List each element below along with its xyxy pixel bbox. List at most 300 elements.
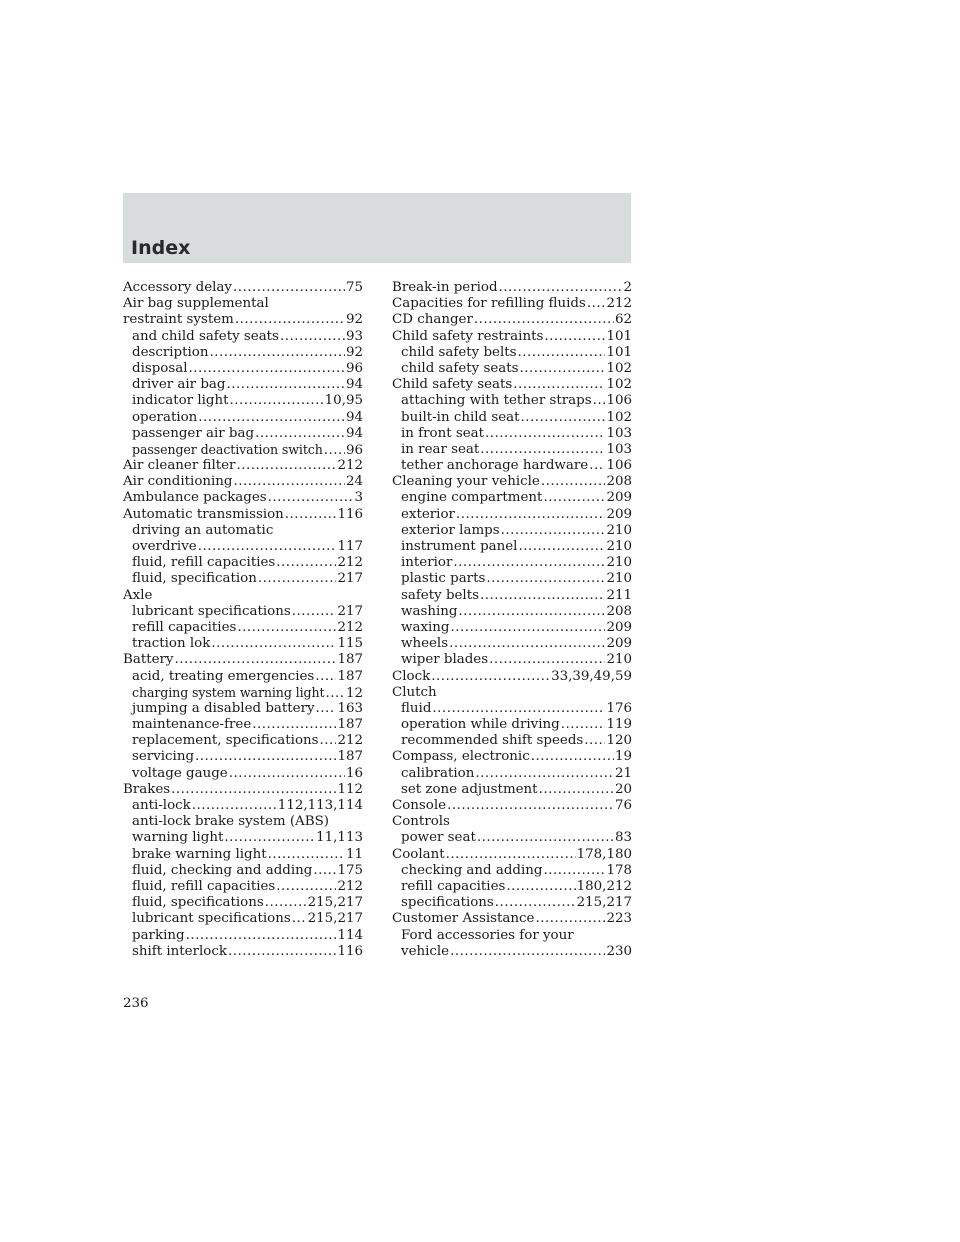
index-column-right xyxy=(392,280,632,960)
index-entry xyxy=(392,410,632,426)
index-entry xyxy=(123,588,363,604)
index-term: lubricant specifications xyxy=(132,603,291,619)
index-entry xyxy=(392,377,632,393)
index-page-ref: 21 xyxy=(614,765,632,781)
index-page-ref: 19 xyxy=(614,749,632,765)
index-term: servicing xyxy=(132,749,195,765)
index-entry xyxy=(392,636,632,652)
dot-leader xyxy=(535,911,605,927)
index-page-ref: 215,217 xyxy=(576,895,632,911)
index-term: Child safety seats xyxy=(392,377,513,393)
index-entry xyxy=(123,766,363,782)
index-term: charging system warning light xyxy=(132,684,325,700)
index-entry xyxy=(123,911,363,927)
index-column-left xyxy=(123,280,363,960)
index-page-ref: 187 xyxy=(337,668,363,684)
index-entry xyxy=(392,393,632,409)
index-term: parking xyxy=(132,927,185,943)
index-term: overdrive xyxy=(132,539,197,554)
dot-leader xyxy=(456,507,606,523)
index-term: passenger deactivation switch xyxy=(132,441,323,457)
index-term: in rear seat xyxy=(401,441,480,457)
index-term: calibration xyxy=(401,765,475,781)
index-page-ref: 230 xyxy=(606,943,632,959)
index-entry xyxy=(392,571,632,587)
index-entry xyxy=(123,782,363,798)
dot-leader xyxy=(198,539,337,555)
index-entry xyxy=(123,393,363,409)
dot-leader xyxy=(531,749,614,765)
index-entry xyxy=(392,426,632,442)
index-page-ref: 106 xyxy=(606,393,632,409)
index-entry xyxy=(123,523,363,539)
index-page-ref: 117 xyxy=(337,539,363,554)
index-page-ref: 92 xyxy=(345,344,363,360)
index-entry xyxy=(123,539,363,555)
index-entry xyxy=(392,928,632,944)
index-entry xyxy=(392,296,632,312)
index-page-ref: 103 xyxy=(606,441,632,457)
index-entry xyxy=(123,410,363,426)
index-entry xyxy=(392,604,632,620)
index-entry xyxy=(392,911,632,927)
index-entry xyxy=(123,830,363,846)
index-entry xyxy=(392,312,632,328)
index-entry xyxy=(123,571,363,587)
index-page-ref: 2 xyxy=(623,280,632,295)
index-term: passenger air bag xyxy=(132,425,255,441)
page-title: Index xyxy=(131,237,191,259)
index-entry xyxy=(123,490,363,506)
index-entry xyxy=(392,798,632,814)
index-term: refill capacities xyxy=(401,878,506,894)
dot-leader xyxy=(265,895,307,911)
dot-leader xyxy=(211,636,336,652)
dot-leader xyxy=(584,733,605,749)
index-term: Brakes xyxy=(123,781,171,797)
index-term: lubricant specifications xyxy=(132,911,291,927)
dot-leader xyxy=(475,766,614,782)
index-page-ref: 180,212 xyxy=(576,878,632,894)
index-page-ref: 175 xyxy=(337,862,363,878)
index-entry xyxy=(123,604,363,620)
index-term: child safety belts xyxy=(401,344,517,360)
index-entry xyxy=(392,847,632,863)
index-term: exterior lamps xyxy=(401,522,500,538)
index-entry xyxy=(123,798,363,814)
index-page-ref: 24 xyxy=(345,474,363,490)
index-entry xyxy=(392,895,632,911)
index-term: Ambulance packages xyxy=(123,490,267,506)
index-page-ref: 62 xyxy=(614,312,632,328)
index-entry xyxy=(392,944,632,960)
index-term: replacement, specifications xyxy=(132,733,319,749)
index-entry xyxy=(123,847,363,863)
index-page-ref: 210 xyxy=(606,652,632,668)
index-page-ref: 11 xyxy=(345,846,363,862)
dot-leader xyxy=(252,717,336,733)
dot-leader xyxy=(486,571,605,587)
index-term: Clock xyxy=(392,668,431,684)
index-entry xyxy=(392,507,632,523)
dot-leader xyxy=(432,701,605,717)
dot-leader xyxy=(518,345,606,361)
index-entry xyxy=(392,766,632,782)
index-entry xyxy=(123,280,363,296)
dot-leader xyxy=(285,507,337,523)
index-entry xyxy=(392,329,632,345)
index-entry xyxy=(123,895,363,911)
index-term: interior xyxy=(401,555,453,571)
index-term: warning light xyxy=(132,830,224,846)
index-page-ref: 187 xyxy=(337,652,363,668)
index-entry xyxy=(392,733,632,749)
index-term: shift interlock xyxy=(132,943,227,959)
dot-leader xyxy=(313,863,336,879)
dot-leader xyxy=(495,895,576,911)
dot-leader xyxy=(447,798,614,814)
dot-leader xyxy=(450,944,605,960)
index-term: built-in child seat xyxy=(401,409,520,425)
dot-leader xyxy=(325,686,344,701)
index-entry xyxy=(392,620,632,636)
index-entry xyxy=(392,749,632,765)
index-term: traction lok xyxy=(132,636,211,652)
dot-leader xyxy=(521,410,606,426)
index-term: restraint system xyxy=(123,312,234,328)
page-number: 236 xyxy=(123,996,149,1011)
index-term: Automatic transmission xyxy=(123,506,284,522)
dot-leader xyxy=(541,474,606,490)
index-page-ref: 114 xyxy=(337,927,363,943)
index-term: fluid, refill capacities xyxy=(132,555,276,571)
index-entry xyxy=(123,620,363,636)
index-term: safety belts xyxy=(401,587,479,603)
index-term: brake warning light xyxy=(132,846,267,862)
dot-leader xyxy=(453,555,605,571)
index-entry xyxy=(123,879,363,895)
header-band xyxy=(123,193,631,263)
dot-leader xyxy=(228,944,336,960)
index-term: CD changer xyxy=(392,312,473,328)
index-term: exterior xyxy=(401,506,455,522)
index-page-ref: 11,113 xyxy=(316,830,363,846)
index-page-ref: 211 xyxy=(606,587,632,603)
dot-leader xyxy=(458,604,605,620)
index-term: Capacities for refilling fluids xyxy=(392,296,586,312)
index-term: Break-in period xyxy=(392,280,498,295)
dot-leader xyxy=(489,652,605,668)
index-term: wheels xyxy=(401,636,449,652)
dot-leader xyxy=(539,782,614,798)
dot-leader xyxy=(233,280,345,296)
index-page-ref: 20 xyxy=(614,781,632,797)
dot-leader xyxy=(485,426,605,442)
index-term: Air bag supplemental xyxy=(123,296,269,312)
index-page-ref: 208 xyxy=(606,474,632,490)
index-page-ref: 210 xyxy=(606,539,632,554)
index-entry xyxy=(123,329,363,345)
index-term: maintenance-free xyxy=(132,717,252,733)
index-page-ref: 103 xyxy=(606,425,632,441)
index-term: Controls xyxy=(392,814,450,830)
index-page-ref: 208 xyxy=(606,603,632,619)
index-term: Cleaning your vehicle xyxy=(392,474,540,490)
index-entry xyxy=(392,523,632,539)
index-term: wiper blades xyxy=(401,652,489,668)
index-term: Axle xyxy=(123,587,153,603)
index-entry xyxy=(123,669,363,685)
index-term: description xyxy=(132,344,209,360)
dot-leader xyxy=(236,458,336,474)
dot-leader xyxy=(255,426,345,442)
index-term: Customer Assistance xyxy=(392,911,535,927)
index-page-ref: 116 xyxy=(337,506,363,522)
dot-leader xyxy=(561,717,606,733)
index-entry xyxy=(392,652,632,668)
index-term: Accessory delay xyxy=(123,280,232,295)
dot-leader xyxy=(501,523,606,539)
index-page-ref: 178 xyxy=(606,862,632,878)
index-term: acid, treating emergencies xyxy=(132,668,315,684)
dot-leader xyxy=(237,620,336,636)
index-entry xyxy=(123,733,363,749)
index-page-ref: 96 xyxy=(345,360,363,376)
index-page-ref: 33,39,49,59 xyxy=(551,668,632,684)
index-entry xyxy=(392,863,632,879)
index-term: attaching with tether straps xyxy=(401,393,592,409)
index-entry xyxy=(123,377,363,393)
index-term: operation while driving xyxy=(401,717,560,733)
index-term: waxing xyxy=(401,619,450,635)
index-page-ref: 217 xyxy=(337,603,363,619)
index-term: fluid, specification xyxy=(132,571,257,587)
index-term: tether anchorage hardware xyxy=(401,458,589,474)
dot-leader xyxy=(315,669,336,685)
index-entry xyxy=(123,474,363,490)
index-page-ref: 92 xyxy=(345,312,363,328)
dot-leader xyxy=(268,490,354,506)
index-page-ref: 223 xyxy=(606,911,632,927)
dot-leader xyxy=(280,329,345,345)
index-entry xyxy=(123,296,363,312)
index-term: in front seat xyxy=(401,425,485,441)
dot-leader xyxy=(446,847,576,863)
index-page-ref: 94 xyxy=(345,377,363,393)
index-entry xyxy=(123,749,363,765)
dot-leader xyxy=(589,458,605,474)
dot-leader xyxy=(186,928,337,944)
index-page-ref: 115 xyxy=(337,636,363,652)
dot-leader xyxy=(292,911,307,927)
dot-leader xyxy=(593,393,606,409)
index-page-ref: 215,217 xyxy=(307,911,363,927)
index-page-ref: 76 xyxy=(614,798,632,813)
index-page-ref: 209 xyxy=(606,506,632,522)
dot-leader xyxy=(477,830,614,846)
index-entry xyxy=(392,555,632,571)
dot-leader xyxy=(543,490,605,506)
index-entry xyxy=(392,361,632,377)
dot-leader xyxy=(587,296,606,312)
index-term: driver air bag xyxy=(132,377,226,393)
index-term: Console xyxy=(392,798,447,813)
index-term: anti-lock xyxy=(132,798,191,813)
index-page-ref: 212 xyxy=(337,733,363,749)
dot-leader xyxy=(449,636,605,652)
index-page-ref: 209 xyxy=(606,490,632,506)
index-term: washing xyxy=(401,603,458,619)
index-page-ref: 209 xyxy=(606,636,632,652)
dot-leader xyxy=(316,701,337,717)
index-entry xyxy=(123,944,363,960)
index-term: instrument panel xyxy=(401,539,518,554)
index-term: Child safety restraints xyxy=(392,328,544,344)
index-page-ref: 210 xyxy=(606,571,632,587)
index-term: voltage gauge xyxy=(132,765,228,781)
index-entry xyxy=(392,782,632,798)
index-page-ref: 101 xyxy=(606,344,632,360)
index-page-ref: 3 xyxy=(354,490,363,506)
index-page-ref: 12 xyxy=(345,685,363,701)
index-term: fluid, checking and adding xyxy=(132,862,313,878)
index-page-ref: 96 xyxy=(345,442,363,458)
index-entry xyxy=(123,701,363,717)
dot-leader xyxy=(198,410,345,426)
dot-leader xyxy=(499,280,623,296)
index-term: Ford accessories for your xyxy=(401,927,574,943)
index-page-ref: 163 xyxy=(337,700,363,716)
dot-leader xyxy=(276,879,336,895)
index-page-ref: 16 xyxy=(345,765,363,781)
dot-leader xyxy=(431,669,550,685)
dot-leader xyxy=(450,620,605,636)
index-page-ref: 75 xyxy=(345,280,363,295)
index-entry xyxy=(123,442,363,458)
dot-leader xyxy=(268,847,345,863)
index-entry xyxy=(392,701,632,717)
index-term: anti-lock brake system (ABS) xyxy=(132,814,329,830)
index-page-ref: 10,95 xyxy=(324,393,363,409)
dot-leader xyxy=(520,361,606,377)
index-entry xyxy=(392,474,632,490)
index-term: operation xyxy=(132,409,198,425)
index-entry xyxy=(392,345,632,361)
index-entry xyxy=(123,507,363,523)
index-term: fluid, refill capacities xyxy=(132,878,276,894)
index-entry xyxy=(123,345,363,361)
index-entry xyxy=(123,863,363,879)
index-entry xyxy=(392,458,632,474)
index-term: recommended shift speeds xyxy=(401,733,584,749)
dot-leader xyxy=(195,749,336,765)
index-entry xyxy=(392,814,632,830)
index-page-ref: 93 xyxy=(345,328,363,344)
index-term: driving an automatic xyxy=(132,522,274,538)
index-term: plastic parts xyxy=(401,571,486,587)
index-page-ref: 101 xyxy=(606,328,632,344)
index-term: Air cleaner filter xyxy=(123,458,236,474)
index-entry xyxy=(123,928,363,944)
index-term: vehicle xyxy=(401,943,450,959)
index-entry xyxy=(392,717,632,733)
index-page-ref: 212 xyxy=(337,878,363,894)
index-page-ref: 106 xyxy=(606,458,632,474)
dot-leader xyxy=(324,443,345,458)
index-page-ref: 215,217 xyxy=(307,895,363,911)
index-page-ref: 94 xyxy=(345,425,363,441)
index-page-ref: 187 xyxy=(337,749,363,765)
index-page-ref: 83 xyxy=(614,830,632,846)
index-page-ref: 102 xyxy=(606,377,632,393)
dot-leader xyxy=(480,588,605,604)
index-term: and child safety seats xyxy=(132,328,279,344)
index-page-ref: 212 xyxy=(606,296,632,312)
index-term: Clutch xyxy=(392,684,437,700)
dot-leader xyxy=(320,733,337,749)
index-entry xyxy=(123,426,363,442)
index-term: refill capacities xyxy=(132,619,237,635)
index-page-ref: 102 xyxy=(606,360,632,376)
index-entry xyxy=(392,879,632,895)
dot-leader xyxy=(506,879,575,895)
index-page-ref: 212 xyxy=(337,458,363,474)
index-entry xyxy=(123,717,363,733)
index-entry xyxy=(123,685,363,701)
index-entry xyxy=(123,361,363,377)
index-page-ref: 217 xyxy=(337,571,363,587)
index-entry xyxy=(392,280,632,296)
dot-leader xyxy=(518,539,605,555)
index-entry xyxy=(123,312,363,328)
index-term: Coolant xyxy=(392,846,445,862)
dot-leader xyxy=(292,604,337,620)
index-term: Battery xyxy=(123,652,174,668)
dot-leader xyxy=(235,312,345,328)
index-entry xyxy=(392,442,632,458)
index-page-ref: 212 xyxy=(337,619,363,635)
index-term: Air conditioning xyxy=(123,474,233,490)
index-entry xyxy=(392,539,632,555)
index-term: disposal xyxy=(132,360,188,376)
index-term: child safety seats xyxy=(401,360,519,376)
index-entry xyxy=(392,490,632,506)
index-page-ref: 120 xyxy=(606,733,632,749)
index-entry xyxy=(123,814,363,830)
dot-leader xyxy=(226,377,344,393)
dot-leader xyxy=(230,393,324,409)
dot-leader xyxy=(174,652,336,668)
index-entry xyxy=(123,555,363,571)
dot-leader xyxy=(276,555,336,571)
dot-leader xyxy=(189,361,345,377)
dot-leader xyxy=(513,377,605,393)
dot-leader xyxy=(233,474,344,490)
index-page-ref: 212 xyxy=(337,555,363,571)
dot-leader xyxy=(229,766,345,782)
index-page-ref: 102 xyxy=(606,409,632,425)
index-page-ref: 112,113,114 xyxy=(277,798,363,813)
index-term: fluid xyxy=(401,700,432,716)
index-entry xyxy=(392,588,632,604)
index-term: specifications xyxy=(401,895,494,911)
index-entry xyxy=(123,652,363,668)
index-term: set zone adjustment xyxy=(401,781,538,797)
index-term: checking and adding xyxy=(401,862,543,878)
dot-leader xyxy=(474,312,614,328)
index-entry xyxy=(392,685,632,701)
index-term: power seat xyxy=(401,830,476,846)
